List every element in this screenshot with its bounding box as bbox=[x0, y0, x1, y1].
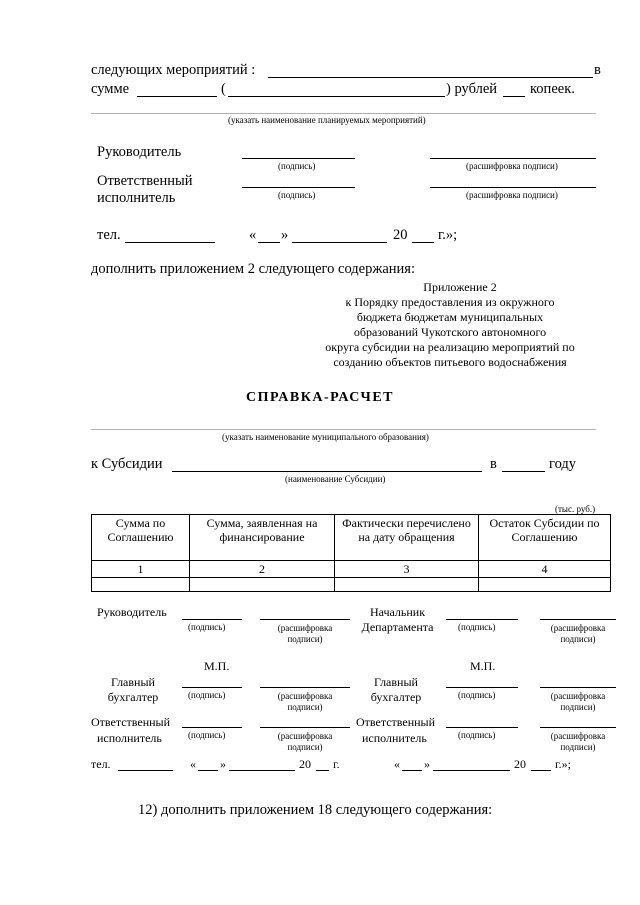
decode-hint bbox=[266, 731, 344, 753]
right-year-prefix: 20 bbox=[514, 757, 526, 771]
subsidy-year: году bbox=[549, 456, 577, 472]
decode-hint: (расшифровка подписи) bbox=[466, 190, 558, 200]
right-head-2: Департамента bbox=[361, 620, 434, 634]
blank-line bbox=[412, 242, 434, 243]
blank-line bbox=[402, 770, 422, 771]
table-header-cell: Остаток Субсидии по Соглашению bbox=[479, 515, 611, 561]
decode-hint-line: (расшифровка bbox=[550, 731, 606, 741]
signature-line bbox=[540, 687, 616, 688]
right-accountant-2: бухгалтер bbox=[370, 690, 422, 704]
document-title: СПРАВКА-РАСЧЕТ bbox=[245, 390, 395, 405]
sign-hint: (подпись) bbox=[188, 690, 226, 700]
left-accountant-2: бухгалтер bbox=[107, 690, 159, 704]
signature-line bbox=[260, 687, 350, 688]
blank-line bbox=[502, 471, 545, 472]
year-suffix: г.»; bbox=[438, 227, 458, 243]
divider-rule bbox=[91, 429, 596, 430]
left-year-prefix: 20 bbox=[299, 757, 311, 771]
decode-hint-line: (расшифровка bbox=[550, 623, 606, 633]
decode-hint bbox=[540, 691, 616, 713]
subsidy-hint: (наименование Субсидии) bbox=[285, 474, 386, 484]
table-header-row bbox=[92, 515, 611, 561]
table-cell bbox=[92, 578, 190, 592]
table-number-row bbox=[92, 561, 611, 578]
right-exec-2: исполнитель bbox=[362, 731, 427, 745]
intro-line2-close: ) рублей bbox=[446, 81, 498, 97]
item-12-text: 12) дополнить приложением 18 следующего содержания: bbox=[138, 802, 493, 818]
decode-hint-line: подписи) bbox=[560, 742, 596, 752]
sign-hint: (подпись) bbox=[458, 730, 496, 740]
signature-line bbox=[540, 727, 616, 728]
blank-line bbox=[228, 96, 445, 97]
decode-hint: (расшифровка подписи) bbox=[466, 161, 558, 171]
left-quote-close: » bbox=[220, 757, 226, 771]
table-cell: 4 bbox=[479, 561, 611, 578]
signature-line bbox=[182, 619, 242, 620]
blank-line bbox=[433, 770, 510, 771]
subsidy-in: в bbox=[490, 456, 497, 472]
right-head-1: Начальник bbox=[369, 605, 426, 619]
signature-line bbox=[260, 619, 350, 620]
right-mp: М.П. bbox=[470, 659, 496, 673]
intro-line2-prefix: сумме bbox=[91, 81, 130, 97]
left-head-label: Руководитель bbox=[97, 605, 167, 619]
appendix-line: образований Чукотского автономного bbox=[353, 325, 547, 339]
appendix-block bbox=[300, 280, 600, 370]
signature-line bbox=[446, 727, 518, 728]
signature-line bbox=[182, 687, 242, 688]
add-appendix-text: дополнить приложением 2 следующего содержания: bbox=[91, 261, 416, 277]
sign-hint: (подпись) bbox=[278, 190, 316, 200]
table-header-cell: Сумма, заявленная на финансирование bbox=[190, 515, 335, 561]
calculation-table bbox=[91, 514, 611, 592]
decode-hint-line: (расшифровка bbox=[277, 623, 333, 633]
units-label: (тыс. руб.) bbox=[555, 504, 596, 514]
decode-hint-line: (расшифровка bbox=[550, 691, 606, 701]
signature-line bbox=[446, 687, 518, 688]
table-cell bbox=[190, 578, 335, 592]
appendix-line: округа субсидии на реализацию мероприятий по bbox=[325, 340, 575, 354]
table-cell: 2 bbox=[190, 561, 335, 578]
signature-line bbox=[540, 619, 616, 620]
decode-hint bbox=[266, 623, 344, 645]
signature-line bbox=[182, 727, 242, 728]
blank-line bbox=[137, 96, 217, 97]
left-quote-open: « bbox=[190, 757, 196, 771]
left-exec-2: исполнитель bbox=[97, 731, 162, 745]
appendix-line: бюджета бюджетам муниципальных bbox=[356, 310, 544, 324]
exec-label-2: исполнитель bbox=[97, 190, 176, 206]
right-exec-1: Ответственный bbox=[356, 715, 436, 729]
intro-line2-end: копеек. bbox=[530, 81, 575, 97]
municipality-hint: (указать наименование муниципального образования) bbox=[222, 432, 429, 442]
quote-close: » bbox=[281, 227, 289, 243]
right-quote-open: « bbox=[394, 757, 400, 771]
appendix-line: Приложение 2 bbox=[423, 280, 497, 294]
right-year-suffix: г.»; bbox=[555, 757, 571, 771]
signature-line bbox=[430, 158, 596, 159]
intro-line1-suffix: в bbox=[594, 62, 601, 78]
decode-hint bbox=[540, 623, 616, 645]
decode-hint-line: подписи) bbox=[287, 702, 323, 712]
blank-line bbox=[125, 242, 215, 243]
right-accountant-1: Главный bbox=[374, 675, 418, 689]
blank-line bbox=[198, 770, 218, 771]
blank-line bbox=[172, 471, 482, 472]
year-prefix: 20 bbox=[393, 227, 408, 243]
appendix-line: к Порядку предоставления из окружного bbox=[345, 295, 555, 309]
blank-line bbox=[531, 770, 551, 771]
left-tel: тел. bbox=[91, 757, 111, 771]
blank-line bbox=[258, 242, 280, 243]
head-label: Руководитель bbox=[97, 144, 182, 160]
intro-hint: (указать наименование планируемых мероприятий) bbox=[228, 115, 426, 125]
right-quote-close: » bbox=[424, 757, 430, 771]
decode-hint-line: (расшифровка bbox=[277, 691, 333, 701]
left-year-suffix: г. bbox=[333, 757, 340, 771]
exec-label-1: Ответственный bbox=[97, 173, 193, 189]
signature-line bbox=[242, 158, 355, 159]
decode-hint bbox=[266, 691, 344, 713]
blank-line bbox=[292, 242, 387, 243]
table-header-cell: Фактически перечислено на дату обращения bbox=[335, 515, 479, 561]
decode-hint-line: подписи) bbox=[560, 634, 596, 644]
decode-hint bbox=[540, 731, 616, 753]
subsidy-prefix: к Субсидии bbox=[91, 456, 163, 472]
table-cell: 3 bbox=[335, 561, 479, 578]
blank-line bbox=[316, 770, 329, 771]
appendix-line: созданию объектов питьевого водоснабжения bbox=[333, 355, 567, 369]
left-accountant-1: Главный bbox=[111, 675, 155, 689]
blank-line bbox=[503, 96, 525, 97]
table-header-cell: Сумма по Соглашению bbox=[92, 515, 190, 561]
table-row bbox=[92, 578, 611, 592]
blank-line bbox=[268, 77, 593, 78]
intro-line1-prefix: следующих мероприятий : bbox=[91, 62, 256, 78]
signature-line bbox=[446, 619, 518, 620]
blank-line bbox=[229, 770, 295, 771]
quote-open: « bbox=[249, 227, 257, 243]
sign-hint: (подпись) bbox=[458, 622, 496, 632]
tel-label: тел. bbox=[97, 227, 121, 243]
blank-line bbox=[118, 770, 173, 771]
sign-hint: (подпись) bbox=[458, 690, 496, 700]
signature-line bbox=[430, 187, 596, 188]
left-exec-1: Ответственный bbox=[91, 715, 171, 729]
table-cell: 1 bbox=[92, 561, 190, 578]
decode-hint-line: подписи) bbox=[560, 702, 596, 712]
sign-hint: (подпись) bbox=[278, 161, 316, 171]
left-mp: М.П. bbox=[204, 659, 230, 673]
table-cell bbox=[479, 578, 611, 592]
table-cell bbox=[335, 578, 479, 592]
sign-hint: (подпись) bbox=[188, 730, 226, 740]
signature-line bbox=[260, 727, 350, 728]
sign-hint: (подпись) bbox=[188, 622, 226, 632]
decode-hint-line: (расшифровка bbox=[277, 731, 333, 741]
decode-hint-line: подписи) bbox=[287, 634, 323, 644]
decode-hint-line: подписи) bbox=[287, 742, 323, 752]
intro-line2-open: ( bbox=[221, 81, 226, 97]
divider-rule bbox=[91, 113, 596, 114]
signature-line bbox=[242, 187, 355, 188]
